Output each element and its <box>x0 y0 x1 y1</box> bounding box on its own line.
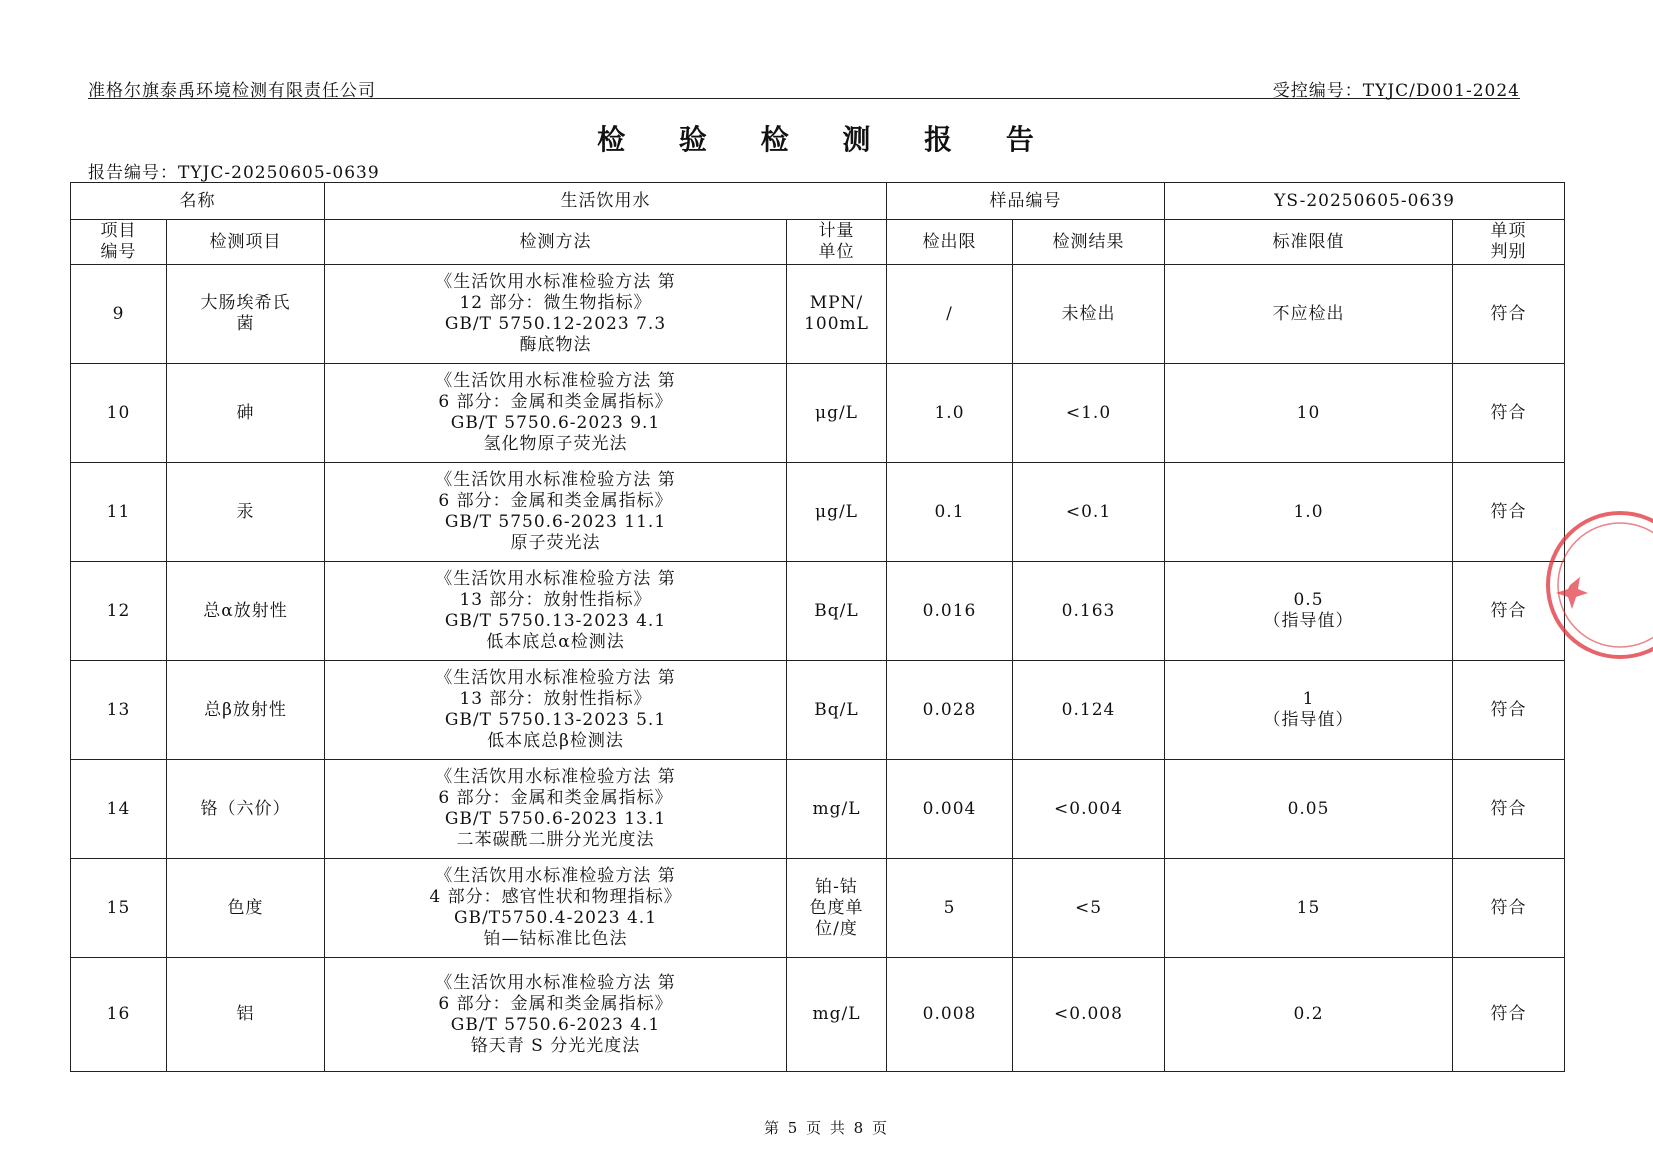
test-result: <1.0 <box>1013 364 1165 463</box>
item-number: 11 <box>71 463 167 562</box>
judgment: 符合 <box>1453 364 1565 463</box>
table-row <box>71 265 1565 364</box>
detection-limit: 5 <box>887 859 1013 958</box>
standard-limit: 0.5 （指导值） <box>1165 562 1453 661</box>
table-row <box>71 562 1565 661</box>
test-method: 《生活饮用水标准检验方法 第 6 部分：金属和类金属指标》 GB/T 5750.6-2023 4.1 铬天青 S 分光光度法 <box>325 958 787 1072</box>
sample-id-label: 样品编号 <box>887 183 1165 220</box>
test-result: <5 <box>1013 859 1165 958</box>
page-footer: 第 5 页 共 8 页 <box>764 1119 889 1137</box>
organization-name: 准格尔旗泰禹环境检测有限责任公司 <box>88 81 376 101</box>
unit: MPN/ 100mL <box>787 265 887 364</box>
item-number: 13 <box>71 661 167 760</box>
page-header <box>88 76 1520 99</box>
detection-limit: / <box>887 265 1013 364</box>
item-number: 16 <box>71 958 167 1072</box>
standard-limit: 1 （指导值） <box>1165 661 1453 760</box>
detection-limit: 0.004 <box>887 760 1013 859</box>
detection-limit: 0.1 <box>887 463 1013 562</box>
item-name: 总β放射性 <box>167 661 325 760</box>
item-number: 12 <box>71 562 167 661</box>
standard-limit: 0.2 <box>1165 958 1453 1072</box>
standard-limit: 10 <box>1165 364 1453 463</box>
item-number: 10 <box>71 364 167 463</box>
test-result: 未检出 <box>1013 265 1165 364</box>
test-result: 0.163 <box>1013 562 1165 661</box>
col-item: 检测项目 <box>167 220 325 265</box>
table-row <box>71 463 1565 562</box>
test-method: 《生活饮用水标准检验方法 第 6 部分：金属和类金属指标》 GB/T 5750.6-2023 11.1 原子荧光法 <box>325 463 787 562</box>
item-name: 铬（六价） <box>167 760 325 859</box>
sample-id-value: YS-20250605-0639 <box>1165 183 1565 220</box>
item-name: 总α放射性 <box>167 562 325 661</box>
table-row <box>71 958 1565 1072</box>
control-number: 受控编号：TYJC/D001-2024 <box>1272 81 1520 101</box>
report-number: 报告编号：TYJC-20250605-0639 <box>88 163 380 183</box>
col-result: 检测结果 <box>1013 220 1165 265</box>
table-row <box>71 859 1565 958</box>
item-number: 14 <box>71 760 167 859</box>
judgment: 符合 <box>1453 958 1565 1072</box>
standard-limit: 1.0 <box>1165 463 1453 562</box>
table-row <box>71 661 1565 760</box>
item-name: 汞 <box>167 463 325 562</box>
unit: Bq/L <box>787 661 887 760</box>
results-table <box>70 182 1565 1072</box>
sample-name-label: 名称 <box>71 183 325 220</box>
judgment: 符合 <box>1453 661 1565 760</box>
judgment: 符合 <box>1453 265 1565 364</box>
test-method: 《生活饮用水标准检验方法 第 4 部分：感官性状和物理指标》 GB/T5750.4-2023 4.1 铂—钴标准比色法 <box>325 859 787 958</box>
test-result: <0.004 <box>1013 760 1165 859</box>
unit: Bq/L <box>787 562 887 661</box>
standard-limit: 0.05 <box>1165 760 1453 859</box>
test-result: <0.1 <box>1013 463 1165 562</box>
unit: 铂-钴 色度单 位/度 <box>787 859 887 958</box>
col-item-no: 项目 编号 <box>71 220 167 265</box>
table-row <box>71 760 1565 859</box>
test-method: 《生活饮用水标准检验方法 第 13 部分：放射性指标》 GB/T 5750.13-2023 4.1 低本底总α检测法 <box>325 562 787 661</box>
col-limit: 检出限 <box>887 220 1013 265</box>
test-method: 《生活饮用水标准检验方法 第 6 部分：金属和类金属指标》 GB/T 5750.6-2023 13.1 二苯碳酰二肼分光光度法 <box>325 760 787 859</box>
item-name: 大肠埃希氏 菌 <box>167 265 325 364</box>
unit: μg/L <box>787 364 887 463</box>
col-unit: 计量 单位 <box>787 220 887 265</box>
unit: mg/L <box>787 760 887 859</box>
detection-limit: 0.028 <box>887 661 1013 760</box>
test-result: <0.008 <box>1013 958 1165 1072</box>
unit: μg/L <box>787 463 887 562</box>
item-name: 色度 <box>167 859 325 958</box>
column-header-row <box>71 220 1565 265</box>
item-number: 9 <box>71 265 167 364</box>
item-name: 铝 <box>167 958 325 1072</box>
sample-info-row <box>71 183 1565 220</box>
unit: mg/L <box>787 958 887 1072</box>
col-method: 检测方法 <box>325 220 787 265</box>
standard-limit: 15 <box>1165 859 1453 958</box>
test-method: 《生活饮用水标准检验方法 第 13 部分：放射性指标》 GB/T 5750.13-2023 5.1 低本底总β检测法 <box>325 661 787 760</box>
test-result: 0.124 <box>1013 661 1165 760</box>
col-standard: 标准限值 <box>1165 220 1453 265</box>
table-row <box>71 364 1565 463</box>
judgment: 符合 <box>1453 859 1565 958</box>
test-method: 《生活饮用水标准检验方法 第 12 部分：微生物指标》 GB/T 5750.12-2023 7.3 酶底物法 <box>325 265 787 364</box>
standard-limit: 不应检出 <box>1165 265 1453 364</box>
test-method: 《生活饮用水标准检验方法 第 6 部分：金属和类金属指标》 GB/T 5750.6-2023 9.1 氢化物原子荧光法 <box>325 364 787 463</box>
item-number: 15 <box>71 859 167 958</box>
col-judgment: 单项 判别 <box>1453 220 1565 265</box>
item-name: 砷 <box>167 364 325 463</box>
detection-limit: 0.016 <box>887 562 1013 661</box>
report-title: 检 验 检 测 报 告 <box>597 123 1056 156</box>
sample-name-value: 生活饮用水 <box>325 183 887 220</box>
judgment: 符合 <box>1453 562 1565 661</box>
judgment: 符合 <box>1453 760 1565 859</box>
detection-limit: 1.0 <box>887 364 1013 463</box>
detection-limit: 0.008 <box>887 958 1013 1072</box>
judgment: 符合 <box>1453 463 1565 562</box>
